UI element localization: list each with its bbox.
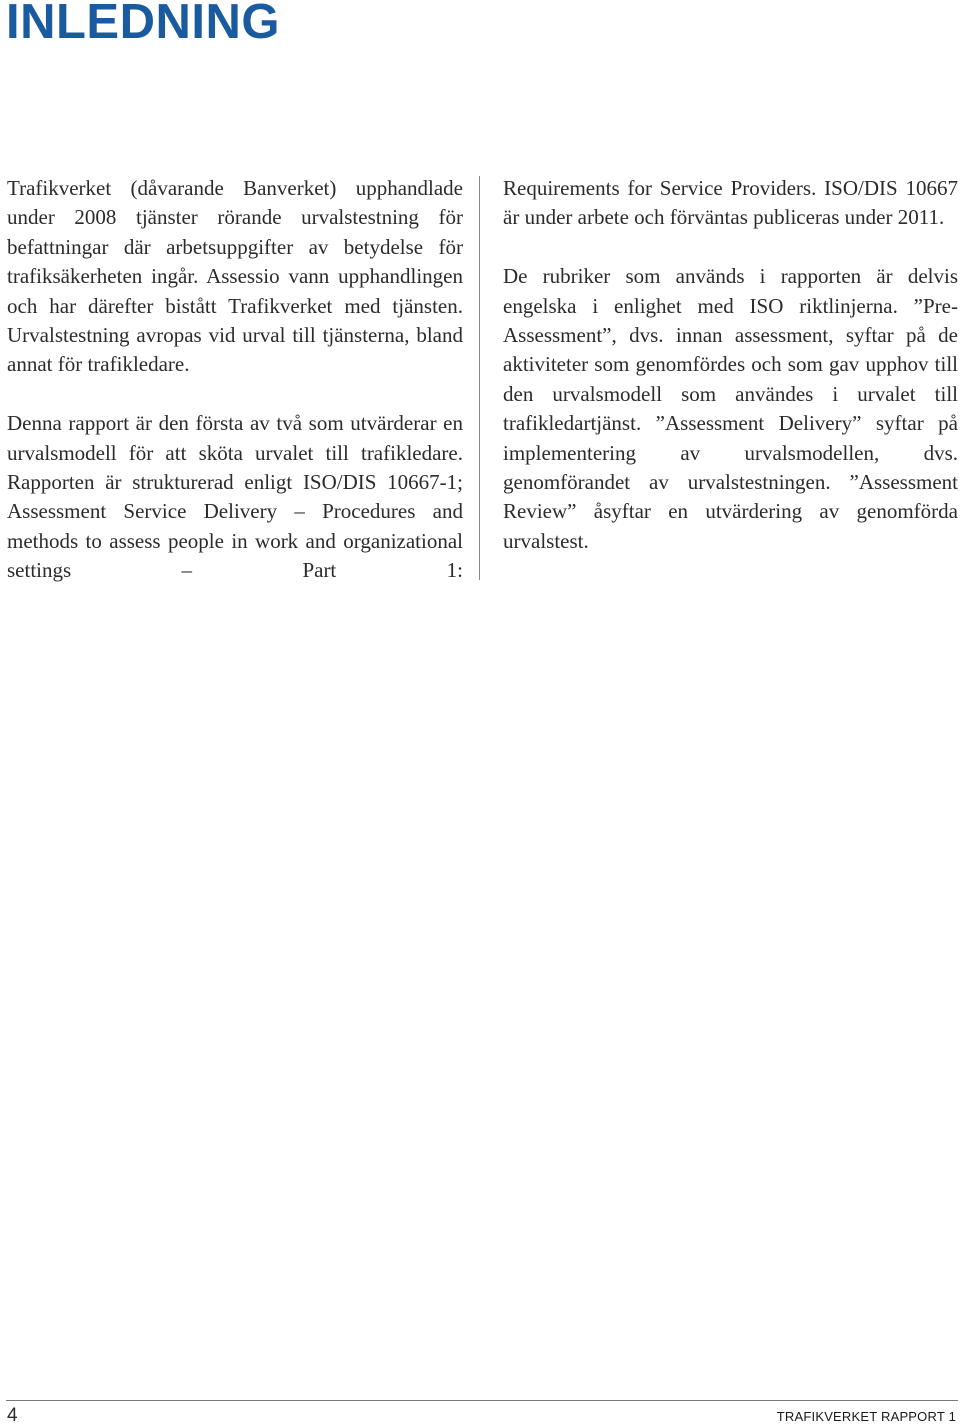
page-number: 4 xyxy=(7,1405,18,1426)
footer-report-label: TRAFIKVERKET RAPPORT 1 xyxy=(776,1409,956,1424)
right-text-column xyxy=(503,174,958,586)
page-title: INLEDNING xyxy=(6,0,280,49)
headings-explanation-paragraph: De rubriker som används i rapporten är delvis engelska i enlighet med ISO riktlinjerna. ”Pre-Assessment”, dvs. innan assessment, syftar på de aktiviteter som genomfördes och som gav upphov till den urvalsmodell som användes i urvalet till trafikledartjänst. ”Assessment Delivery” syftar på implementering av urvalsmodellen, dvs. genomförandet av urvalstestningen. ”Assessment Review” åsyftar en utvärdering av genomförda urvalstest. xyxy=(503,264,958,553)
intro-paragraph: Trafikverket (dåvarande Banverket) upphandlade under 2008 tjänster rörande urvalstestning för befattningar där arbetsuppgifter av betydelse för trafiksäkerheten ingår. Assessio vann upphandlingen och har därefter bistått Trafikverket med tjänsten. Urvalstestning avropas vid urval till tjänsterna, bland annat för trafikledare. xyxy=(7,176,463,377)
footer-rule xyxy=(6,1400,958,1401)
column-divider xyxy=(479,176,480,580)
left-text-column xyxy=(7,174,463,586)
iso-continuation-paragraph: Requirements for Service Providers. ISO/DIS 10667 är under arbete och förväntas publiceras under 2011. xyxy=(503,176,958,230)
report-structure-paragraph: Denna rapport är den första av två som utvärderar en urvalsmodell för att sköta urvalet till trafikledare. Rapporten är strukturerad enligt ISO/DIS 10667-1; Assessment Service Delivery – Procedures and methods to assess people in work and organizational settings – Part 1: xyxy=(7,411,463,583)
